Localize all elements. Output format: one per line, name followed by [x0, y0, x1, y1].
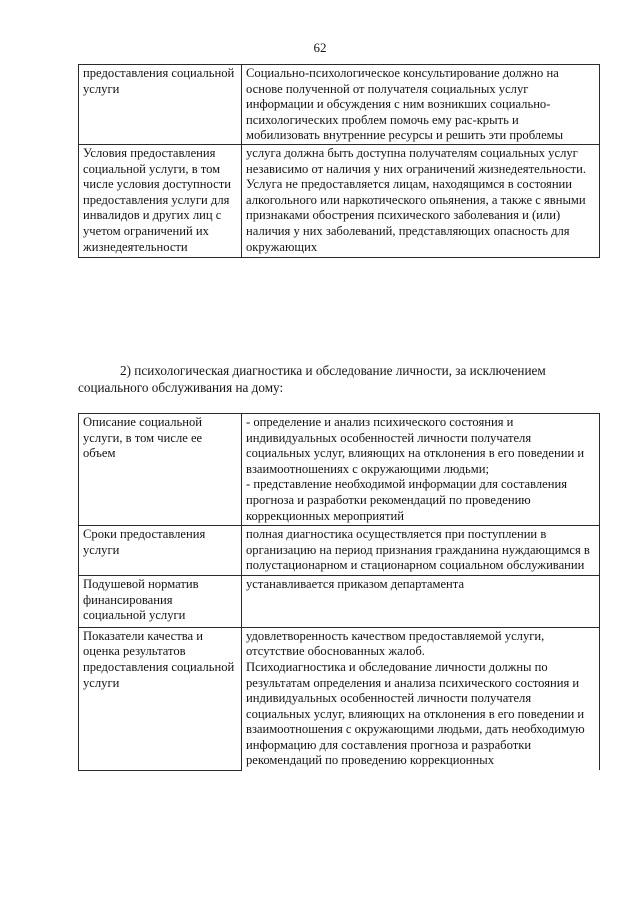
content-paragraph: удовлетворенность качеством предоставляемой услуги, отсутствие обоснованных жалоб.: [246, 628, 545, 659]
content-paragraph: Социально-психологическое консультирование должно на основе полученной от получателя социальных услуг информации и обсуждения с ним возникших социально-психологических проблем помочь ему рас-крыть и мобилизовать внутренние ресурсы и решить эти проблемы: [246, 66, 564, 143]
row-label: Подушевой норматив финансирования социальной услуги: [79, 575, 242, 627]
row-content: [242, 627, 600, 770]
content-paragraph: услуга должна быть доступна получателям социальных услуг независимо от наличия у них ограничений жизнедеятельности.: [246, 145, 587, 176]
row-label: Описание социальной услуги, в том числе ее объем: [79, 414, 242, 526]
row-content: [242, 144, 600, 257]
row-content: [242, 526, 600, 576]
service-table-diagnostics: [78, 413, 600, 771]
row-label: Сроки предоставления услуги: [79, 526, 242, 576]
table-row: [79, 627, 600, 770]
content-paragraph: Психодиагностика и обследование личности должны по результатам определения и анализа психического состояния и индивидуальных особенностей личности получателя социальных услуг, влияющих на отклонения в его поведении и взаимоотношения с окружающими людьми, дать необходимую информацию для составления прогноза и разработки рекомендаций по проведению коррекционных: [246, 659, 585, 768]
table-row: [79, 65, 600, 145]
content-paragraph: - представление необходимой информации для составления прогноза и разработки рекомендаций по проведению коррекционных мероприятий: [246, 477, 568, 523]
table-row: [79, 575, 600, 627]
row-label: Условия предоставления социальной услуги, в том числе условия доступности предоставления услуги для инвалидов и других лиц с учетом ограничений их жизнедеятельности: [79, 144, 242, 257]
content-paragraph: Услуга не предоставляется лицам, находящимся в состоянии алкогольного или наркотического опьянения, а также с явными признаками обострения психического заболевания и (или) наличия у них заболеваний, представляющих опасность для окружающих: [246, 177, 586, 254]
section-heading-line: 2) психологическая диагностика и обследование личности, за исключением: [120, 363, 546, 378]
service-table-consulting: [78, 64, 600, 258]
row-content: [242, 65, 600, 145]
row-label: предоставления социальной услуги: [79, 65, 242, 145]
row-content: [242, 414, 600, 526]
table-row: [79, 414, 600, 526]
page-number: 62: [313, 40, 327, 55]
content-paragraph: - определение и анализ психического состояния и индивидуальных особенностей личности получателя социальных услуг, влияющих на отклонения в его поведении и взаимоотношениях с окружающими людьми;: [246, 415, 585, 476]
content-paragraph: полная диагностика осуществляется при поступлении в организацию на период признания гражданина нуждающимся в полустационарном и стационарном социальном обслуживании: [246, 527, 590, 573]
table-row: [79, 144, 600, 257]
section-heading: [78, 362, 603, 396]
row-label: Показатели качества и оценка результатов предоставления социальной услуги: [79, 627, 242, 770]
section-heading-line: социального обслуживания на дому:: [78, 380, 284, 395]
content-paragraph: устанавливается приказом департамента: [246, 576, 465, 591]
table-row: [79, 526, 600, 576]
row-content: [242, 575, 600, 627]
